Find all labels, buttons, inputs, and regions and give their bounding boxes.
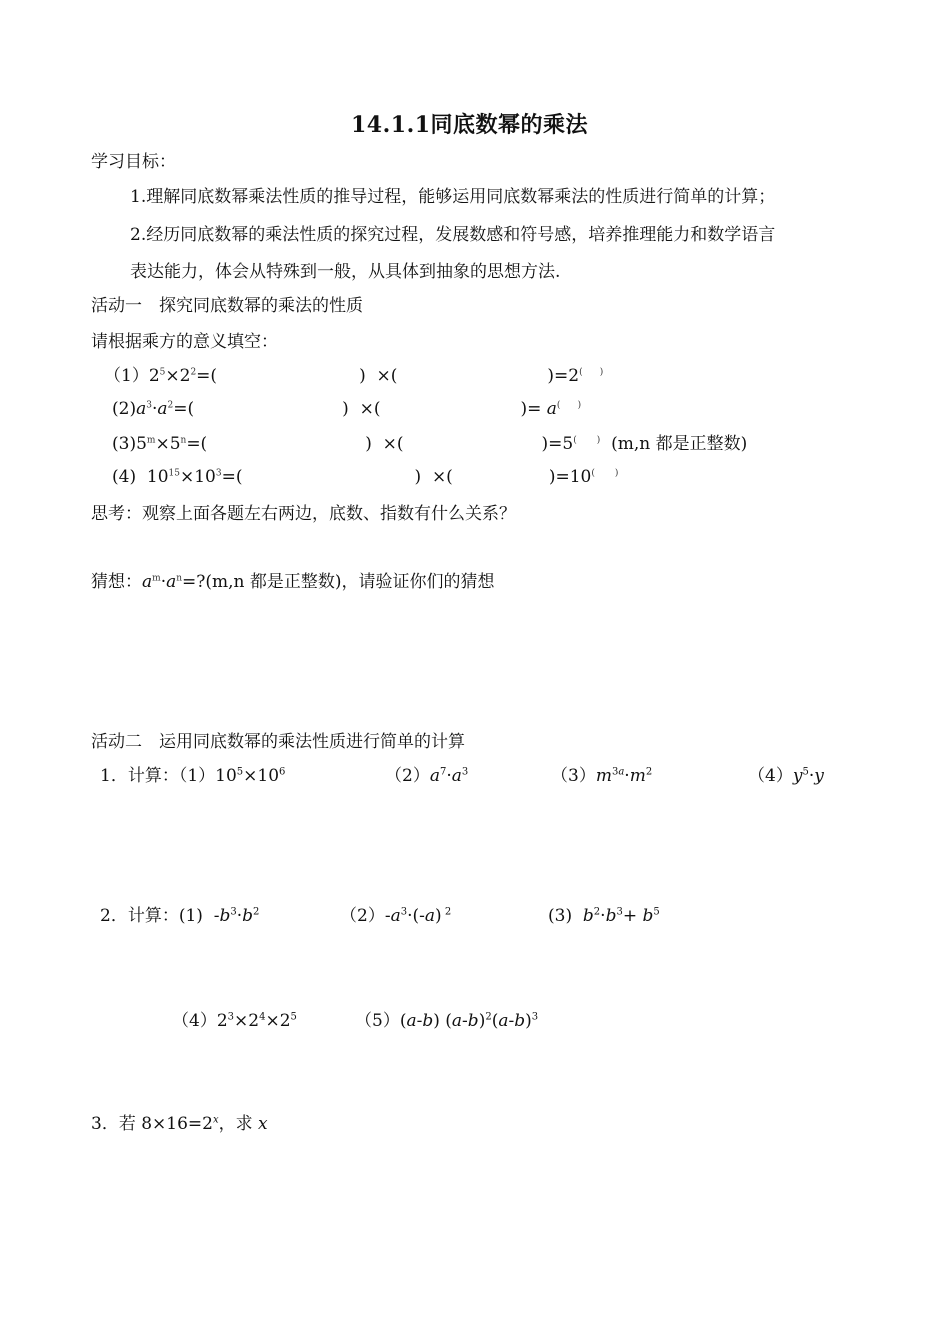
goal-item-2: 2.经历同底数幂的乘法性质的探究过程，发展数感和符号感，培养推理能力和数学语言 xyxy=(130,225,776,245)
problem-1: 1．计算：$(1)10^5\times 10^6$ xyxy=(100,766,286,786)
guess-suffix: =?(m,n 都是正整数)，请验证你们的猜想 xyxy=(182,572,495,592)
activity2-heading: 活动二 运用同底数幂的乘法性质进行简单的计算 xyxy=(91,732,465,752)
problem-2-part-2: $(2)-a^3\cdot(-a)$ $^2$ xyxy=(340,906,452,926)
problem-2-label: 2．计算：(1) xyxy=(100,906,203,926)
problem-1-part-4: $(4)y^5\cdot y$ xyxy=(748,766,824,786)
think-prompt: 思考：观察上面各题左右两边，底数、指数有什么关系？ xyxy=(91,504,516,524)
question-3-note: (m,n 都是正整数) xyxy=(611,434,748,454)
fill-question-4: (4) $10^{15}\times 10^3=$( ) ×( )=10( ) xyxy=(112,467,619,487)
activity1-instruction: 请根据乘方的意义填空： xyxy=(91,332,278,352)
problem-2: 2．计算：(1) $-b^3\cdot b^2$ xyxy=(100,906,260,926)
fill-question-2: $(2)a^3\cdot a^2=$( ) ×( )= a( ) xyxy=(112,399,582,419)
fill-question-1: $(1)2^5\times 2^2=$( ) ×( )=2( ) xyxy=(104,366,604,386)
problem-1-part-3: $(3)m^{3a}\cdot m^2$ xyxy=(551,766,653,786)
problem-2-part-5: （5）(a-b) $(a-b)^2(a-b)^3$ xyxy=(355,1011,539,1031)
problem-1-label: 1．计算：（1） xyxy=(100,766,216,786)
goal-item-1: 1.理解同底数幂乘法性质的推导过程，能够运用同底数幂乘法的性质进行简单的计算； xyxy=(130,187,776,207)
goal-item-2-continued: 表达能力，体会从特殊到一般，从具体到抽象的思想方法. xyxy=(130,262,561,282)
fill-question-3: $(3)5^m\times 5^n=$( ) ×( )=5( ) (m,n 都是正整数) xyxy=(112,434,748,454)
page-title: 14.1.1同底数幂的乘法 xyxy=(351,112,589,138)
goals-heading: 学习目标： xyxy=(91,152,176,172)
problem-2-part-3: (3) $b^2\cdot b^3+ b^5$ xyxy=(548,906,660,926)
guess-prefix: 猜想： xyxy=(91,572,142,592)
guess-line: 猜想：$a^m\cdot a^n=?(m,n$ 都是正整数)，请验证你们的猜想 xyxy=(91,572,495,592)
problem-1-part-2: $(2)a^7\cdot a^3$ xyxy=(385,766,469,786)
problem-3: 3．若 $8\times 16=2^x$，求 x xyxy=(91,1114,268,1134)
problem-2-part-4: $(4)2^3\times 2^4\times 2^5$ xyxy=(172,1011,297,1031)
activity1-heading: 活动一 探究同底数幂的乘法的性质 xyxy=(91,296,363,316)
